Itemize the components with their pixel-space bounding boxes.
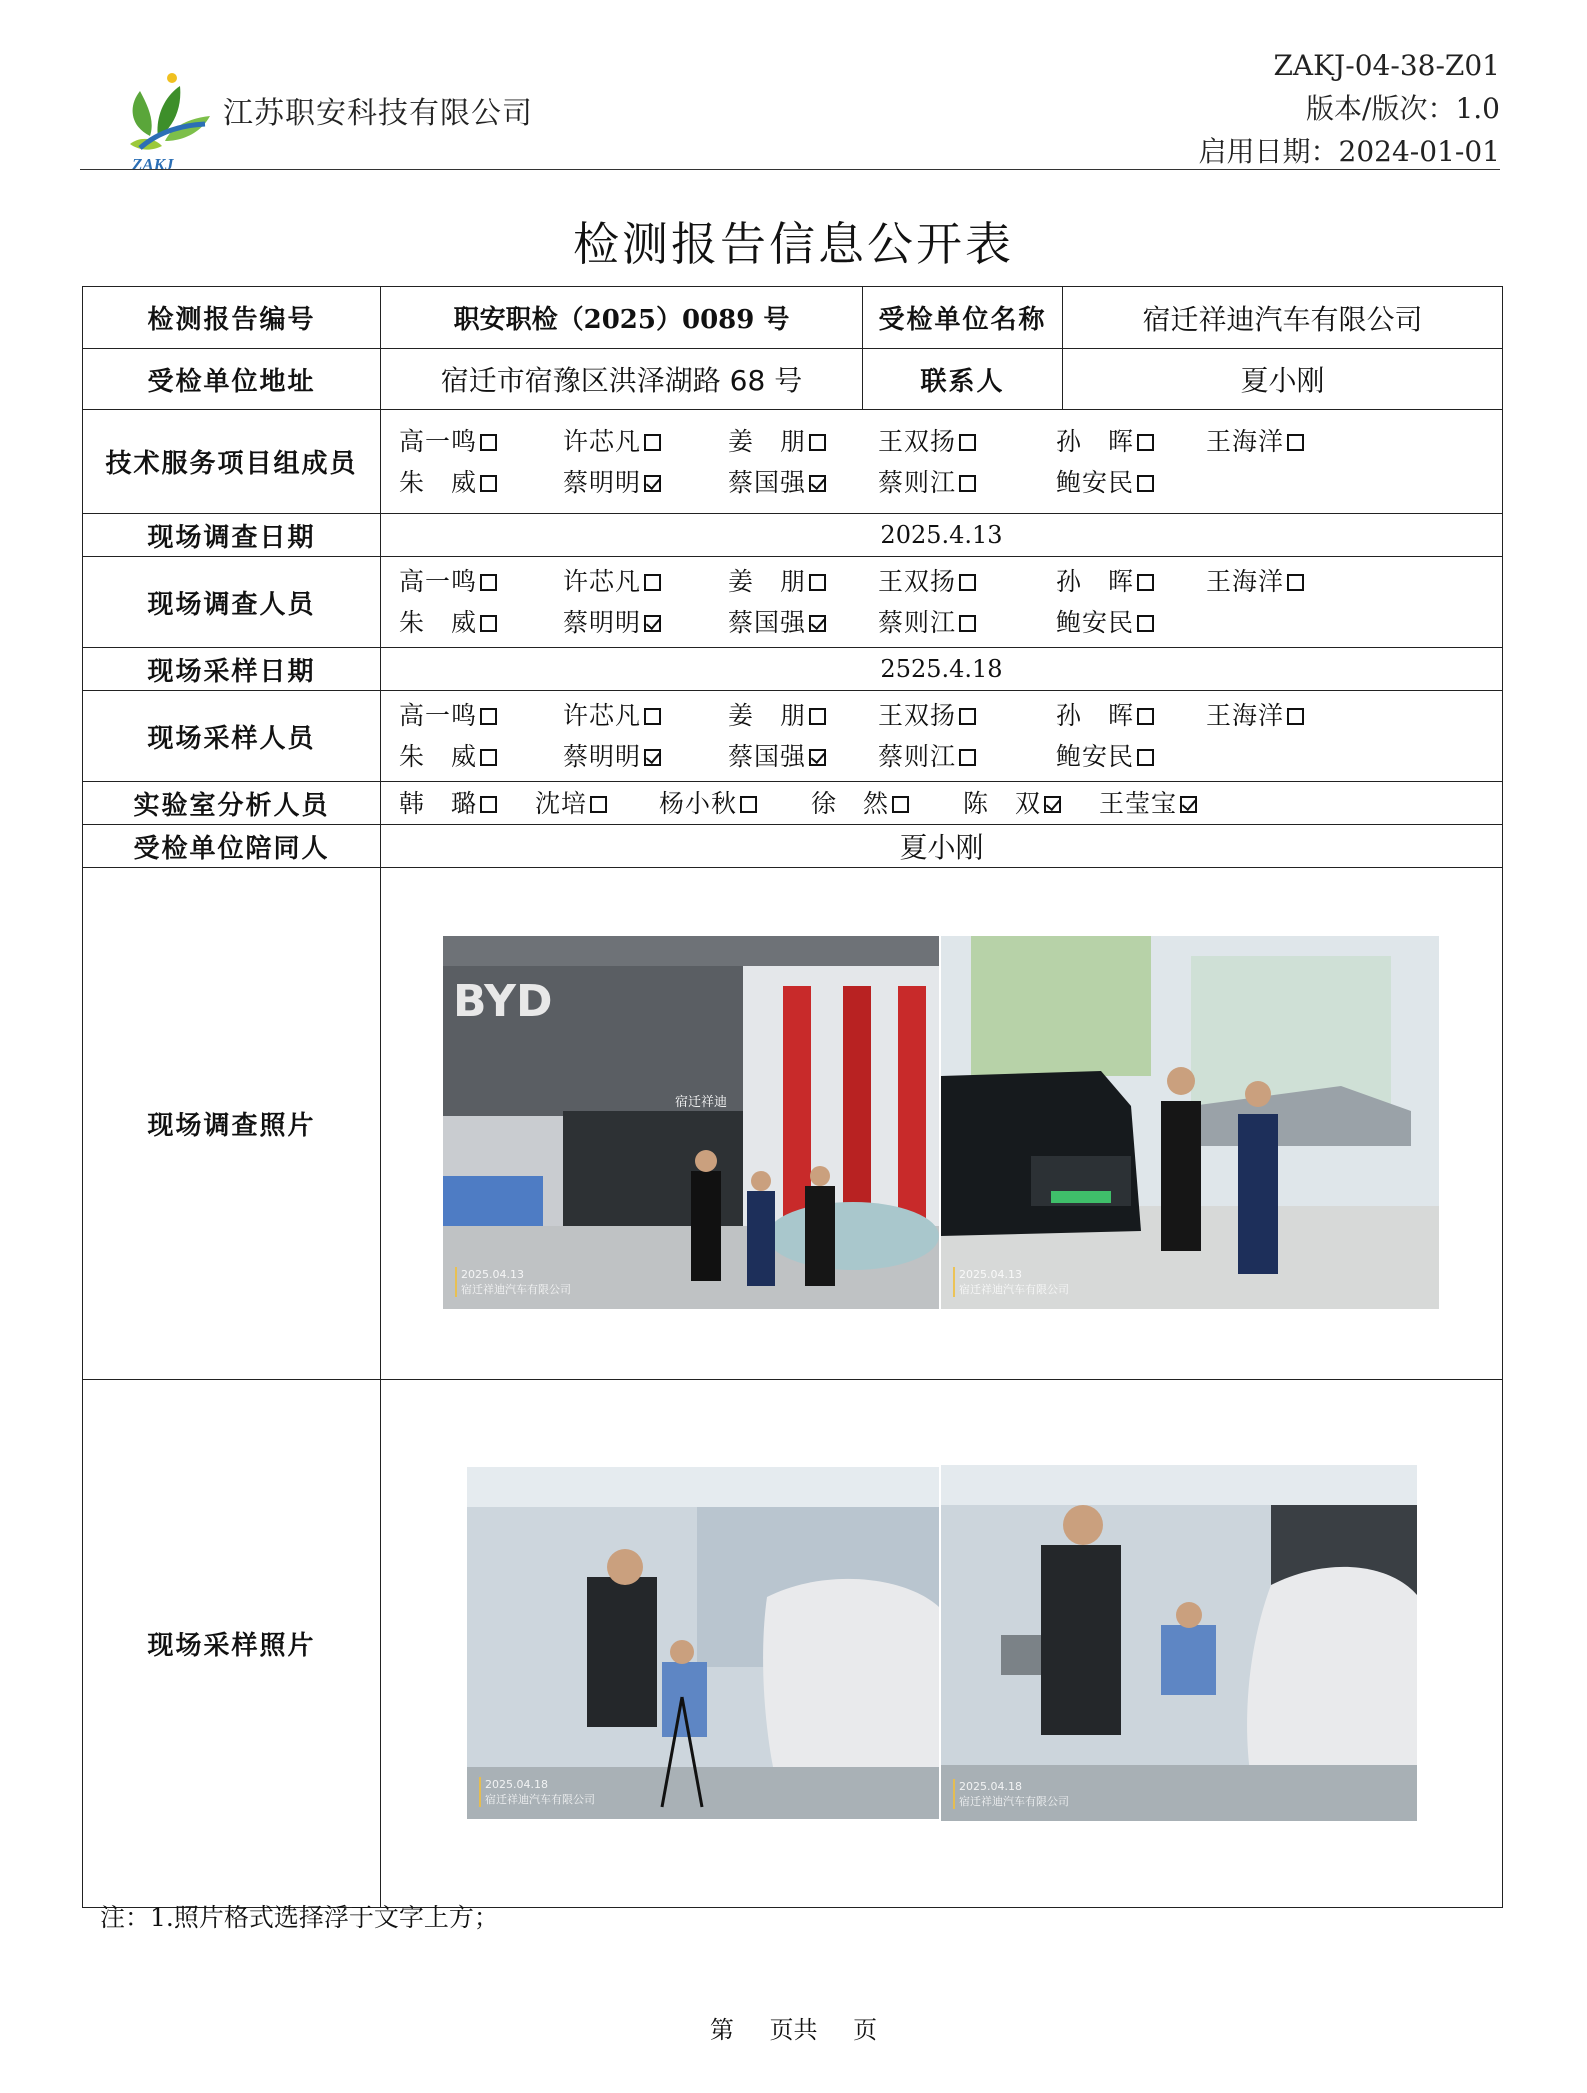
photo-stamp <box>479 1777 595 1807</box>
sampling-staff-label: 现场采样人员 <box>83 691 381 782</box>
booth-image-2 <box>941 1465 1417 1821</box>
staff-entry <box>728 561 878 602</box>
unchecked-checkbox-icon[interactable] <box>1137 615 1154 632</box>
staff-name: 蔡明明 <box>563 608 642 637</box>
survey-photo-label: 现场调查照片 <box>83 868 381 1380</box>
stamp-date: 2025.04.13 <box>959 1268 1022 1281</box>
unchecked-checkbox-icon[interactable] <box>480 749 497 766</box>
staff-entry <box>963 783 1099 824</box>
roster-line <box>399 462 1502 503</box>
table-row <box>83 514 1503 557</box>
company-name: 江苏职安科技有限公司 <box>223 96 533 131</box>
unchecked-checkbox-icon[interactable] <box>1287 574 1304 591</box>
staff-name: 徐 然 <box>811 788 890 818</box>
staff-entry <box>1056 462 1186 503</box>
survey-date-value: 2025.4.13 <box>381 514 1503 557</box>
byd-sign: BYD <box>453 976 553 1027</box>
staff-entry <box>563 736 728 777</box>
staff-name: 蔡国强 <box>728 467 807 497</box>
staff-entry <box>1099 783 1229 824</box>
survey-photo-cell <box>381 868 1503 1380</box>
staff-name: 王海洋 <box>1206 701 1285 730</box>
staff-entry <box>659 783 811 824</box>
unit-name-label: 受检单位名称 <box>863 287 1063 349</box>
page-header <box>80 38 1500 174</box>
checked-checkbox-icon[interactable] <box>1180 796 1197 813</box>
staff-entry <box>563 695 728 736</box>
footer-end: 页 <box>853 2016 878 2044</box>
staff-name: 高一鸣 <box>399 567 478 596</box>
staff-entry <box>728 462 878 503</box>
unchecked-checkbox-icon[interactable] <box>644 574 661 591</box>
unchecked-checkbox-icon[interactable] <box>959 615 976 632</box>
staff-entry <box>728 602 878 643</box>
stamp-company: 宿迁祥迪汽车有限公司 <box>959 1795 1069 1808</box>
checked-checkbox-icon[interactable] <box>644 749 661 766</box>
staff-entry <box>1206 561 1336 602</box>
unchecked-checkbox-icon[interactable] <box>1287 434 1304 451</box>
sampling-photo-booth-2 <box>941 1465 1417 1821</box>
staff-entry <box>728 736 878 777</box>
staff-entry <box>1206 421 1336 462</box>
unchecked-checkbox-icon[interactable] <box>1137 434 1154 451</box>
doc-code: ZAKJ-04-38-Z01 <box>1273 49 1500 82</box>
document-info <box>1199 44 1500 173</box>
storefront-image <box>443 936 939 1309</box>
staff-entry <box>399 421 563 462</box>
unchecked-checkbox-icon[interactable] <box>1137 475 1154 492</box>
staff-name: 孙 晖 <box>1056 426 1135 456</box>
checked-checkbox-icon[interactable] <box>644 615 661 632</box>
staff-name: 王双扬 <box>878 567 957 596</box>
doc-version: 版本/版次：1.0 <box>1306 92 1500 125</box>
unchecked-checkbox-icon[interactable] <box>959 749 976 766</box>
unit-name-value: 宿迁祥迪汽车有限公司 <box>1063 287 1503 349</box>
unchecked-checkbox-icon[interactable] <box>809 574 826 591</box>
staff-entry <box>878 462 1056 503</box>
staff-entry <box>878 602 1056 643</box>
staff-name: 朱 威 <box>399 608 478 637</box>
staff-name: 高一鸣 <box>399 701 478 730</box>
roster-line <box>399 561 1502 602</box>
team-label: 技术服务项目组成员 <box>83 410 381 514</box>
staff-entry <box>878 561 1056 602</box>
company-logo <box>110 66 220 176</box>
booth-image-1 <box>467 1467 939 1819</box>
staff-name: 蔡则江 <box>878 467 957 497</box>
staff-entry <box>1056 421 1206 462</box>
sampling-staff-roster <box>381 691 1503 782</box>
stamp-date: 2025.04.18 <box>485 1778 548 1791</box>
staff-name: 姜 朋 <box>728 567 807 596</box>
stamp-company: 宿迁祥迪汽车有限公司 <box>959 1283 1069 1296</box>
staff-entry <box>399 462 563 503</box>
table-row <box>83 349 1503 410</box>
showroom-image <box>941 936 1439 1309</box>
unchecked-checkbox-icon[interactable] <box>1287 708 1304 725</box>
staff-name: 蔡则江 <box>878 608 957 637</box>
footnote: 注：1.照片格式选择浮于文字上方； <box>100 1903 499 1932</box>
sampling-date-label: 现场采样日期 <box>83 648 381 691</box>
unchecked-checkbox-icon[interactable] <box>959 475 976 492</box>
staff-name: 王海洋 <box>1206 567 1285 596</box>
page-title: 检测报告信息公开表 <box>573 217 1014 271</box>
staff-name: 蔡国强 <box>728 742 807 771</box>
unchecked-checkbox-icon[interactable] <box>480 434 497 451</box>
staff-entry <box>1056 695 1206 736</box>
unchecked-checkbox-icon[interactable] <box>959 574 976 591</box>
sampling-date-value: 2525.4.18 <box>381 648 1503 691</box>
staff-entry <box>878 695 1056 736</box>
footer-page: 第 <box>709 2016 734 2044</box>
staff-name: 姜 朋 <box>728 426 807 456</box>
roster-line <box>399 736 1502 777</box>
page-footer <box>0 2010 1587 2045</box>
report-no-label: 检测报告编号 <box>83 287 381 349</box>
sampling-photo-booth-1 <box>467 1467 939 1819</box>
staff-name: 许芯凡 <box>563 701 642 730</box>
unchecked-checkbox-icon[interactable] <box>892 796 909 813</box>
stamp-company: 宿迁祥迪汽车有限公司 <box>485 1793 595 1806</box>
unchecked-checkbox-icon[interactable] <box>480 796 497 813</box>
staff-entry <box>1056 602 1186 643</box>
report-no-value: 职安职检（2025）0089 号 <box>381 287 863 349</box>
table-row <box>83 410 1503 514</box>
staff-entry <box>399 783 535 824</box>
checked-checkbox-icon[interactable] <box>809 475 826 492</box>
sampling-photo-cell <box>381 1380 1503 1908</box>
table-row <box>83 868 1503 1380</box>
roster-line <box>399 783 1502 824</box>
staff-name: 王海洋 <box>1206 426 1285 456</box>
survey-photo-showroom <box>941 936 1439 1309</box>
unchecked-checkbox-icon[interactable] <box>809 434 826 451</box>
roster-line <box>399 695 1502 736</box>
checked-checkbox-icon[interactable] <box>1044 796 1061 813</box>
staff-entry <box>399 736 563 777</box>
staff-name: 蔡明明 <box>563 742 642 771</box>
checked-checkbox-icon[interactable] <box>644 475 661 492</box>
staff-name: 陈 双 <box>963 788 1042 818</box>
staff-entry <box>563 602 728 643</box>
table-row <box>83 782 1503 825</box>
unchecked-checkbox-icon[interactable] <box>959 708 976 725</box>
effective-date: 启用日期：2024-01-01 <box>1198 135 1500 168</box>
staff-name: 蔡明明 <box>563 467 642 497</box>
photo-stamp <box>953 1779 1069 1809</box>
contact-value: 夏小刚 <box>1063 349 1503 410</box>
table-row <box>83 557 1503 648</box>
unchecked-checkbox-icon[interactable] <box>644 708 661 725</box>
checked-checkbox-icon[interactable] <box>809 749 826 766</box>
stamp-date: 2025.04.18 <box>959 1780 1022 1793</box>
staff-name: 蔡则江 <box>878 742 957 771</box>
staff-entry <box>728 421 878 462</box>
survey-photo-storefront <box>443 936 939 1309</box>
address-value: 宿迁市宿豫区洪泽湖路 68 号 <box>381 349 863 410</box>
escort-label: 受检单位陪同人 <box>83 825 381 868</box>
staff-name: 杨小秋 <box>659 788 738 818</box>
unchecked-checkbox-icon[interactable] <box>480 615 497 632</box>
stamp-company: 宿迁祥迪汽车有限公司 <box>461 1283 571 1296</box>
stamp-date: 2025.04.13 <box>461 1268 524 1281</box>
photo-stamp <box>953 1267 1069 1297</box>
staff-name: 鲍安民 <box>1056 467 1135 497</box>
survey-date-label: 现场调查日期 <box>83 514 381 557</box>
unchecked-checkbox-icon[interactable] <box>480 475 497 492</box>
staff-entry <box>728 695 878 736</box>
staff-entry <box>563 561 728 602</box>
unchecked-checkbox-icon[interactable] <box>809 708 826 725</box>
unchecked-checkbox-icon[interactable] <box>590 796 607 813</box>
staff-name: 王双扬 <box>878 701 957 730</box>
unchecked-checkbox-icon[interactable] <box>480 574 497 591</box>
footer-of: 页共 <box>769 2016 818 2044</box>
staff-entry <box>878 421 1056 462</box>
lab-roster <box>381 782 1503 825</box>
store-sign: 宿迁祥迪 <box>675 1095 728 1110</box>
staff-entry <box>563 462 728 503</box>
staff-entry <box>1056 736 1186 777</box>
unchecked-checkbox-icon[interactable] <box>740 796 757 813</box>
staff-name: 韩 璐 <box>399 788 478 818</box>
table-row <box>83 1380 1503 1908</box>
address-label: 受检单位地址 <box>83 349 381 410</box>
staff-name: 高一鸣 <box>399 426 478 456</box>
staff-name: 许芯凡 <box>563 567 642 596</box>
unchecked-checkbox-icon[interactable] <box>644 434 661 451</box>
table-row <box>83 825 1503 868</box>
roster-line <box>399 602 1502 643</box>
header-divider <box>80 169 1500 170</box>
staff-name: 王双扬 <box>878 426 957 456</box>
report-info-table <box>82 286 1503 1908</box>
staff-entry <box>399 695 563 736</box>
lab-label: 实验室分析人员 <box>83 782 381 825</box>
staff-name: 朱 威 <box>399 467 478 497</box>
unchecked-checkbox-icon[interactable] <box>1137 574 1154 591</box>
checked-checkbox-icon[interactable] <box>809 615 826 632</box>
team-roster <box>381 410 1503 514</box>
roster-line <box>399 421 1502 462</box>
staff-name: 鲍安民 <box>1056 608 1135 637</box>
survey-staff-roster <box>381 557 1503 648</box>
staff-entry <box>1056 561 1206 602</box>
staff-entry <box>878 736 1056 777</box>
staff-entry <box>399 602 563 643</box>
survey-staff-label: 现场调查人员 <box>83 557 381 648</box>
staff-name: 鲍安民 <box>1056 742 1135 771</box>
staff-name: 王莹宝 <box>1099 788 1178 818</box>
staff-entry <box>563 421 728 462</box>
table-row <box>83 691 1503 782</box>
escort-value: 夏小刚 <box>381 825 1503 868</box>
staff-entry <box>399 561 563 602</box>
unchecked-checkbox-icon[interactable] <box>1137 708 1154 725</box>
staff-name: 孙 晖 <box>1056 701 1135 730</box>
staff-name: 许芯凡 <box>563 426 642 456</box>
logo-text: ZAKJ <box>132 155 174 174</box>
staff-name: 沈培 <box>535 788 588 818</box>
contact-label: 联系人 <box>863 349 1063 410</box>
unchecked-checkbox-icon[interactable] <box>480 708 497 725</box>
table-row <box>83 287 1503 349</box>
table-row <box>83 648 1503 691</box>
staff-name: 蔡国强 <box>728 608 807 637</box>
staff-name: 姜 朋 <box>728 701 807 730</box>
staff-entry <box>1206 695 1336 736</box>
photo-stamp <box>455 1267 571 1297</box>
staff-entry <box>535 783 659 824</box>
staff-entry <box>811 783 963 824</box>
unchecked-checkbox-icon[interactable] <box>1137 749 1154 766</box>
staff-name: 朱 威 <box>399 742 478 771</box>
unchecked-checkbox-icon[interactable] <box>959 434 976 451</box>
staff-name: 孙 晖 <box>1056 567 1135 596</box>
sampling-photo-label: 现场采样照片 <box>83 1380 381 1908</box>
